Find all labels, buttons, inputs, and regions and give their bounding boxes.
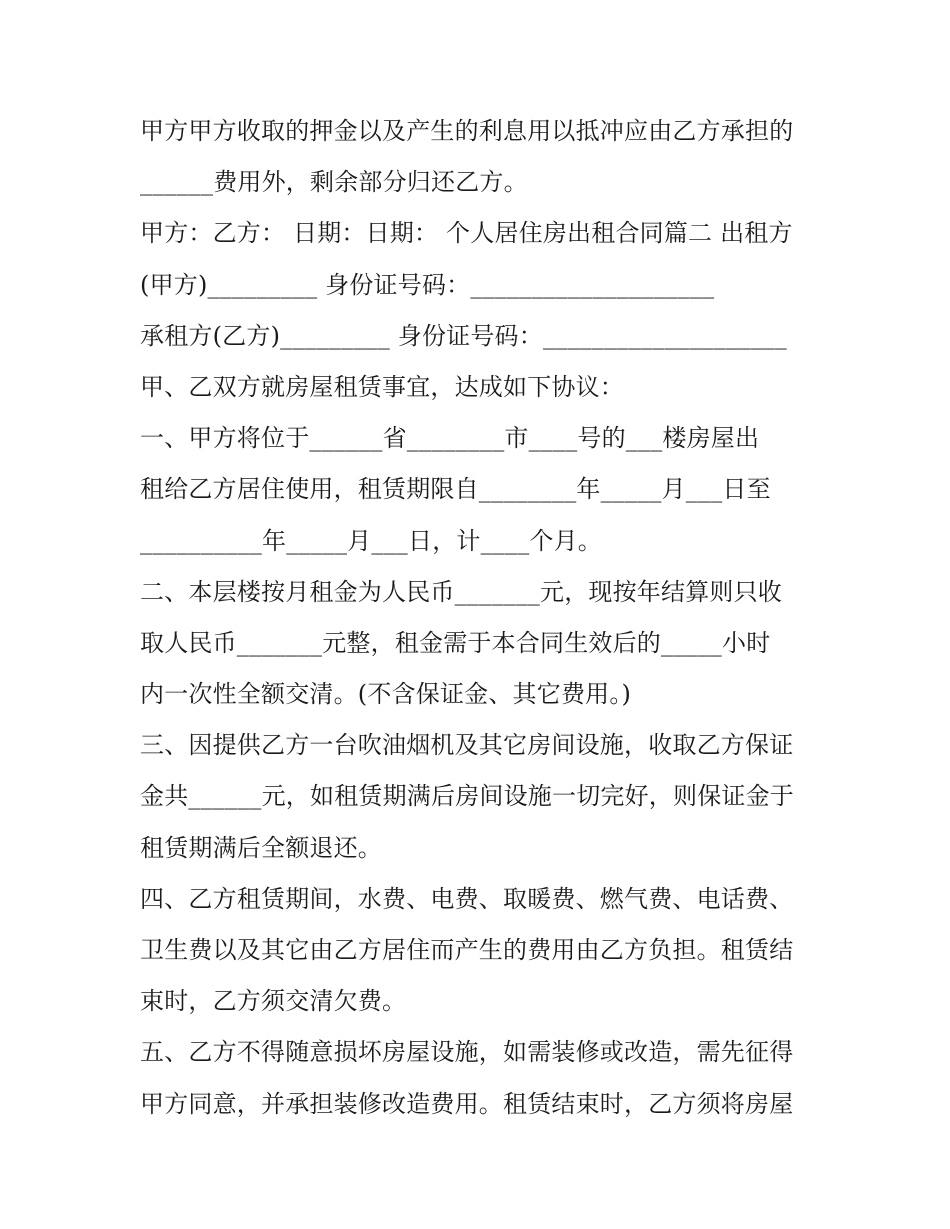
text-line: __________年_____月___日，计____个月。 [140,526,602,555]
text-line: ______费用外，剩余部分归还乙方。 [140,168,528,197]
text-line: (甲方)_________ 身份证号码：____________________ [140,270,715,299]
text-line: 束时，乙方须交清欠费。 [140,987,407,1016]
text-line: 金共______元，如租赁期满后房间设施一切完好，则保证金于 [140,782,794,811]
text-line: 甲方：乙方： 日期：日期： 个人居住房出租合同篇二 出租方 [140,219,793,248]
contract-body-text [140,106,820,1130]
text-line: 一、甲方将位于______省________市____号的___楼房屋出 [140,424,760,453]
text-line: 卫生费以及其它由乙方居住而产生的费用由乙方负担。租赁结 [140,936,794,964]
text-line: 二、本层楼按月租金为人民币_______元，现按年结算则只收 [140,577,782,606]
text-line: 租赁期满后全额退还。 [140,833,382,862]
text-line: 甲方甲方收取的押金以及产生的利息用以抵冲应由乙方承担的 [140,117,794,145]
text-line: 内一次性全额交清。(不含保证金、其它费用。) [140,680,632,709]
text-line: 三、因提供乙方一台吹油烟机及其它房间设施，收取乙方保证 [140,731,794,760]
text-line: 四、乙方租赁期间，水费、电费、取暖费、燃气费、电话费、 [140,884,794,913]
text-line: 五、乙方不得随意损坏房屋设施，如需装修或改造，需先征得 [140,1038,794,1067]
text-line: 租给乙方居住使用，租赁期限自________年_____月___日至 [140,475,771,504]
text-line: 甲、乙双方就房屋租赁事宜，达成如下协议： [140,372,624,401]
text-line: 承租方(乙方)_________ 身份证号码：____________________ [140,321,787,350]
text-line: 取人民币_______元整，租金需于本合同生效后的_____小时 [140,628,771,657]
text-line: 甲方同意，并承担装修改造费用。租赁结束时，乙方须将房屋 [140,1089,794,1118]
